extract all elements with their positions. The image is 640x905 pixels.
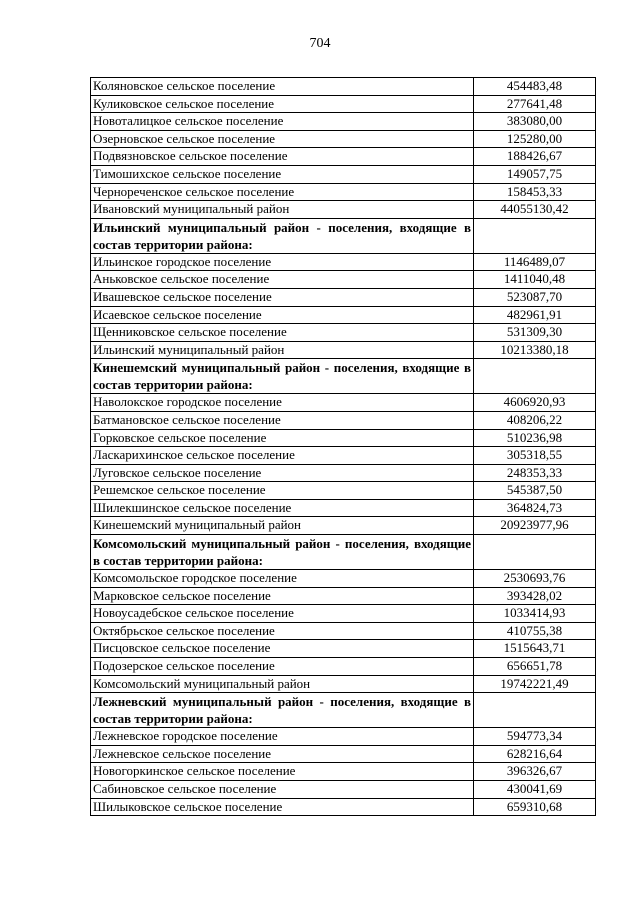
settlement-name-cell: Ивашевское сельское поселение xyxy=(91,288,474,306)
amount-cell: 4606920,93 xyxy=(474,394,596,412)
amount-cell xyxy=(474,359,596,394)
table-row xyxy=(91,745,596,763)
district-header-row xyxy=(91,535,596,570)
amount-cell: 396326,67 xyxy=(474,763,596,781)
table-row xyxy=(91,605,596,623)
amount-cell: 20923977,96 xyxy=(474,517,596,535)
amount-cell: 1146489,07 xyxy=(474,253,596,271)
table-row xyxy=(91,306,596,324)
settlement-name-cell: Коляновское сельское поселение xyxy=(91,78,474,96)
table-row xyxy=(91,781,596,799)
table-row xyxy=(91,201,596,219)
amount-cell: 248353,33 xyxy=(474,464,596,482)
table-row xyxy=(91,763,596,781)
table-row xyxy=(91,570,596,588)
settlement-name-cell: Подвязновское сельское поселение xyxy=(91,148,474,166)
table-row xyxy=(91,728,596,746)
table-row xyxy=(91,517,596,535)
amount-cell: 628216,64 xyxy=(474,745,596,763)
amount-cell: 410755,38 xyxy=(474,622,596,640)
settlement-name-cell: Комсомольский муниципальный район xyxy=(91,675,474,693)
settlement-name-cell: Ильинский муниципальный район xyxy=(91,341,474,359)
settlement-name-cell: Шилыковское сельское поселение xyxy=(91,798,474,816)
table-row xyxy=(91,95,596,113)
table-row xyxy=(91,288,596,306)
settlement-name-cell: Исаевское сельское поселение xyxy=(91,306,474,324)
settlement-name-cell: Наволокское городское поселение xyxy=(91,394,474,412)
table-row xyxy=(91,622,596,640)
table-row xyxy=(91,271,596,289)
settlement-name-cell: Новоталицкое сельское поселение xyxy=(91,113,474,131)
settlement-name-cell: Ивановский муниципальный район xyxy=(91,201,474,219)
settlement-name-cell: Луговское сельское поселение xyxy=(91,464,474,482)
table-row xyxy=(91,78,596,96)
amount-cell: 19742221,49 xyxy=(474,675,596,693)
settlement-name-cell: Новоусадебское сельское поселение xyxy=(91,605,474,623)
settlement-name-cell: Комсомольское городское поселение xyxy=(91,570,474,588)
amount-cell xyxy=(474,693,596,728)
district-header-cell: Лежневский муниципальный район - поселения, входящие в состав территории района: xyxy=(91,693,474,728)
table-row xyxy=(91,165,596,183)
settlement-name-cell: Озерновское сельское поселение xyxy=(91,130,474,148)
table-row xyxy=(91,447,596,465)
settlement-name-cell: Марковское сельское поселение xyxy=(91,587,474,605)
amount-cell: 659310,68 xyxy=(474,798,596,816)
table-row xyxy=(91,429,596,447)
table-row xyxy=(91,640,596,658)
amount-cell: 125280,00 xyxy=(474,130,596,148)
district-header-cell: Ильинский муниципальный район - поселения, входящие в состав территории района: xyxy=(91,218,474,253)
settlement-name-cell: Тимошихское сельское поселение xyxy=(91,165,474,183)
amount-cell: 1515643,71 xyxy=(474,640,596,658)
amount-cell: 305318,55 xyxy=(474,447,596,465)
settlement-name-cell: Шилекшинское сельское поселение xyxy=(91,499,474,517)
amount-cell: 2530693,76 xyxy=(474,570,596,588)
table-row xyxy=(91,658,596,676)
settlement-name-cell: Сабиновское сельское поселение xyxy=(91,781,474,799)
settlement-name-cell: Ильинское городское поселение xyxy=(91,253,474,271)
table-row xyxy=(91,341,596,359)
amount-cell: 149057,75 xyxy=(474,165,596,183)
amount-cell: 393428,02 xyxy=(474,587,596,605)
amount-cell: 383080,00 xyxy=(474,113,596,131)
settlement-name-cell: Подозерское сельское поселение xyxy=(91,658,474,676)
district-header-row xyxy=(91,359,596,394)
table-row xyxy=(91,675,596,693)
settlement-name-cell: Щенниковское сельское поселение xyxy=(91,324,474,342)
amount-cell: 482961,91 xyxy=(474,306,596,324)
amount-cell: 523087,70 xyxy=(474,288,596,306)
table-row xyxy=(91,324,596,342)
settlement-name-cell: Новогоркинское сельское поселение xyxy=(91,763,474,781)
settlement-name-cell: Ласкарихинское сельское поселение xyxy=(91,447,474,465)
district-header-cell: Кинешемский муниципальный район - поселения, входящие в состав территории района: xyxy=(91,359,474,394)
table-row xyxy=(91,253,596,271)
amount-cell xyxy=(474,218,596,253)
table-body xyxy=(91,78,596,816)
amount-cell: 510236,98 xyxy=(474,429,596,447)
amount-cell: 364824,73 xyxy=(474,499,596,517)
district-header-row xyxy=(91,693,596,728)
settlement-name-cell: Куликовское сельское поселение xyxy=(91,95,474,113)
amount-cell: 454483,48 xyxy=(474,78,596,96)
district-header-cell: Комсомольский муниципальный район - поселения, входящие в состав территории района: xyxy=(91,535,474,570)
table-row xyxy=(91,130,596,148)
amount-cell xyxy=(474,535,596,570)
settlement-name-cell: Октябрьское сельское поселение xyxy=(91,622,474,640)
amount-cell: 44055130,42 xyxy=(474,201,596,219)
table-row xyxy=(91,394,596,412)
settlement-name-cell: Горковское сельское поселение xyxy=(91,429,474,447)
amount-cell: 277641,48 xyxy=(474,95,596,113)
settlement-name-cell: Писцовское сельское поселение xyxy=(91,640,474,658)
amount-cell: 1033414,93 xyxy=(474,605,596,623)
amount-cell: 430041,69 xyxy=(474,781,596,799)
amount-cell: 531309,30 xyxy=(474,324,596,342)
table-row xyxy=(91,411,596,429)
table-row xyxy=(91,464,596,482)
settlement-name-cell: Аньковское сельское поселение xyxy=(91,271,474,289)
settlement-budget-table xyxy=(90,77,596,816)
amount-cell: 1411040,48 xyxy=(474,271,596,289)
table-row xyxy=(91,499,596,517)
amount-cell: 656651,78 xyxy=(474,658,596,676)
table-row xyxy=(91,148,596,166)
table-row xyxy=(91,113,596,131)
amount-cell: 188426,67 xyxy=(474,148,596,166)
amount-cell: 10213380,18 xyxy=(474,341,596,359)
settlement-name-cell: Решемское сельское поселение xyxy=(91,482,474,500)
amount-cell: 158453,33 xyxy=(474,183,596,201)
amount-cell: 594773,34 xyxy=(474,728,596,746)
settlement-name-cell: Кинешемский муниципальный район xyxy=(91,517,474,535)
table-row xyxy=(91,798,596,816)
settlement-name-cell: Батмановское сельское поселение xyxy=(91,411,474,429)
page-number: 704 xyxy=(309,36,331,51)
district-header-row xyxy=(91,218,596,253)
settlement-name-cell: Лежневское городское поселение xyxy=(91,728,474,746)
table-row xyxy=(91,587,596,605)
amount-cell: 545387,50 xyxy=(474,482,596,500)
settlement-name-cell: Лежневское сельское поселение xyxy=(91,745,474,763)
amount-cell: 408206,22 xyxy=(474,411,596,429)
settlement-name-cell: Чернореченское сельское поселение xyxy=(91,183,474,201)
table-row xyxy=(91,183,596,201)
table-row xyxy=(91,482,596,500)
